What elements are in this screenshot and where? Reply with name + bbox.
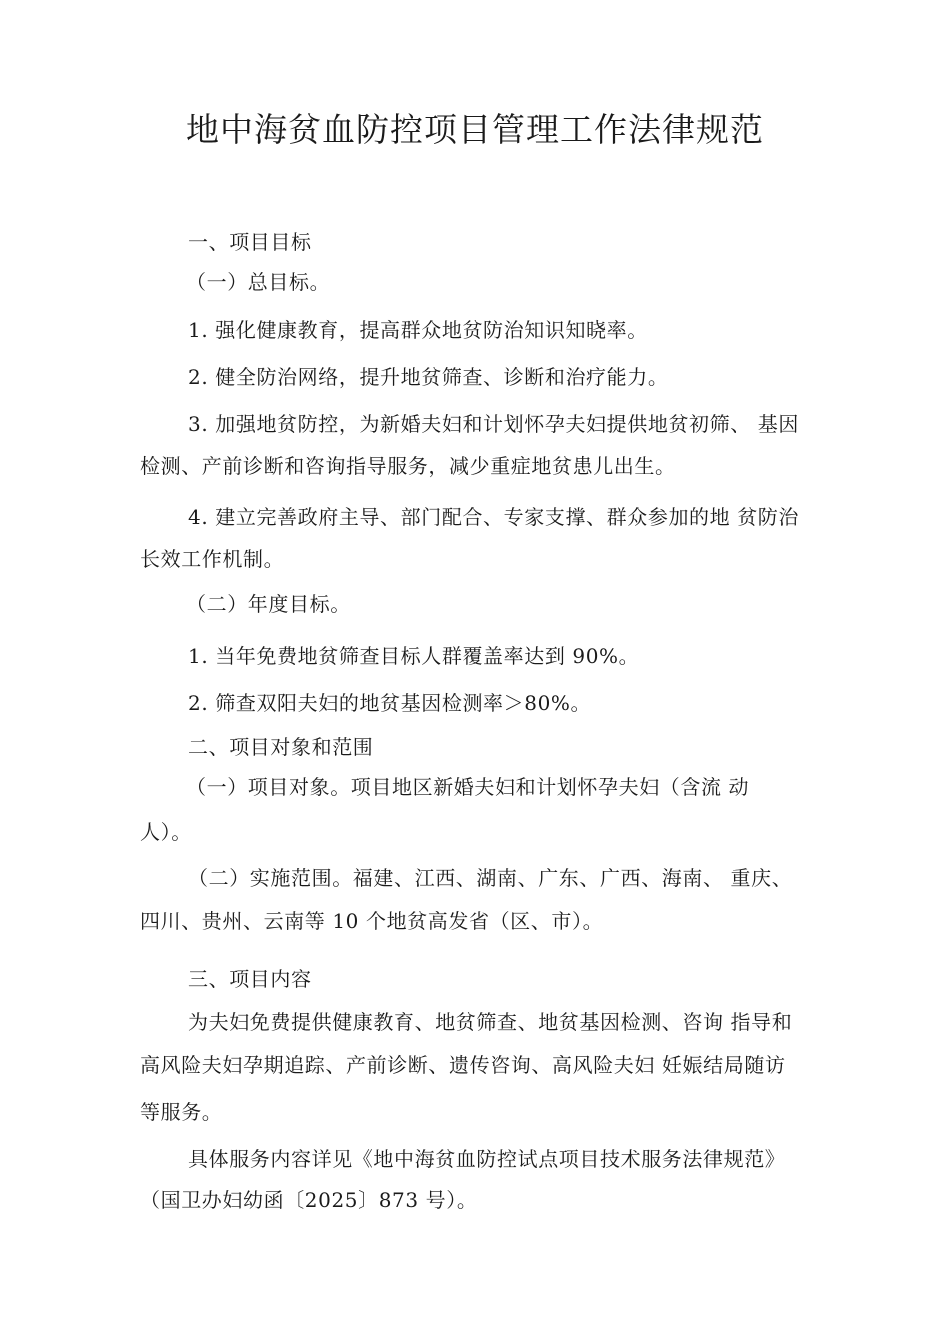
paragraph-line: 3. 加强地贫防控，为新婚夫妇和计划怀孕夫妇提供地贫初筛、 基因: [188, 412, 799, 436]
paragraph-line: 检测、产前诊断和咨询指导服务，减少重症地贫患儿出生。: [140, 454, 676, 478]
paragraph-line: 2. 筛查双阳夫妇的地贫基因检测率＞80%。: [188, 691, 592, 715]
paragraph-line: 2. 健全防治网络，提升地贫筛查、诊断和治疗能力。: [188, 365, 669, 389]
document-title: 地中海贫血防控项目管理工作法律规范: [186, 110, 764, 149]
paragraph-line: 具体服务内容详见《地中海贫血防控试点项目技术服务法律规范》: [188, 1147, 786, 1171]
paragraph-line: 长效工作机制。: [140, 547, 285, 571]
paragraph-line: 为夫妇免费提供健康教育、地贫筛查、地贫基因检测、咨询 指导和: [188, 1010, 793, 1034]
paragraph-line: （国卫办妇幼函〔2025〕873 号）。: [140, 1188, 478, 1212]
section-heading-objects-scope: 二、项目对象和范围: [188, 735, 374, 759]
paragraph-line: 人）。: [140, 820, 192, 844]
subheading-annual-goals: （二）年度目标。: [186, 592, 351, 616]
paragraph-line: 等服务。: [140, 1100, 223, 1124]
paragraph-line: 4. 建立完善政府主导、部门配合、专家支撑、群众参加的地 贫防治: [188, 505, 799, 529]
section-heading-project-content: 三、项目内容: [188, 967, 312, 991]
paragraph-line: （二）实施范围。福建、江西、湖南、广东、广西、海南、 重庆、: [188, 866, 793, 890]
paragraph-line: 1. 强化健康教育，提高群众地贫防治知识知晓率。: [188, 318, 648, 342]
paragraph-line: （一）项目对象。项目地区新婚夫妇和计划怀孕夫妇（含流 动: [186, 775, 750, 799]
paragraph-line: 四川、贵州、云南等 10 个地贫高发省（区、市）。: [140, 909, 604, 933]
section-heading-project-goals: 一、项目目标: [188, 230, 312, 254]
paragraph-line: 高风险夫妇孕期追踪、产前诊断、遗传咨询、高风险夫妇 妊娠结局随访: [140, 1053, 786, 1077]
paragraph-line: 1. 当年免费地贫筛查目标人群覆盖率达到 90%。: [188, 644, 640, 668]
subheading-overall-goals: （一）总目标。: [186, 270, 331, 294]
